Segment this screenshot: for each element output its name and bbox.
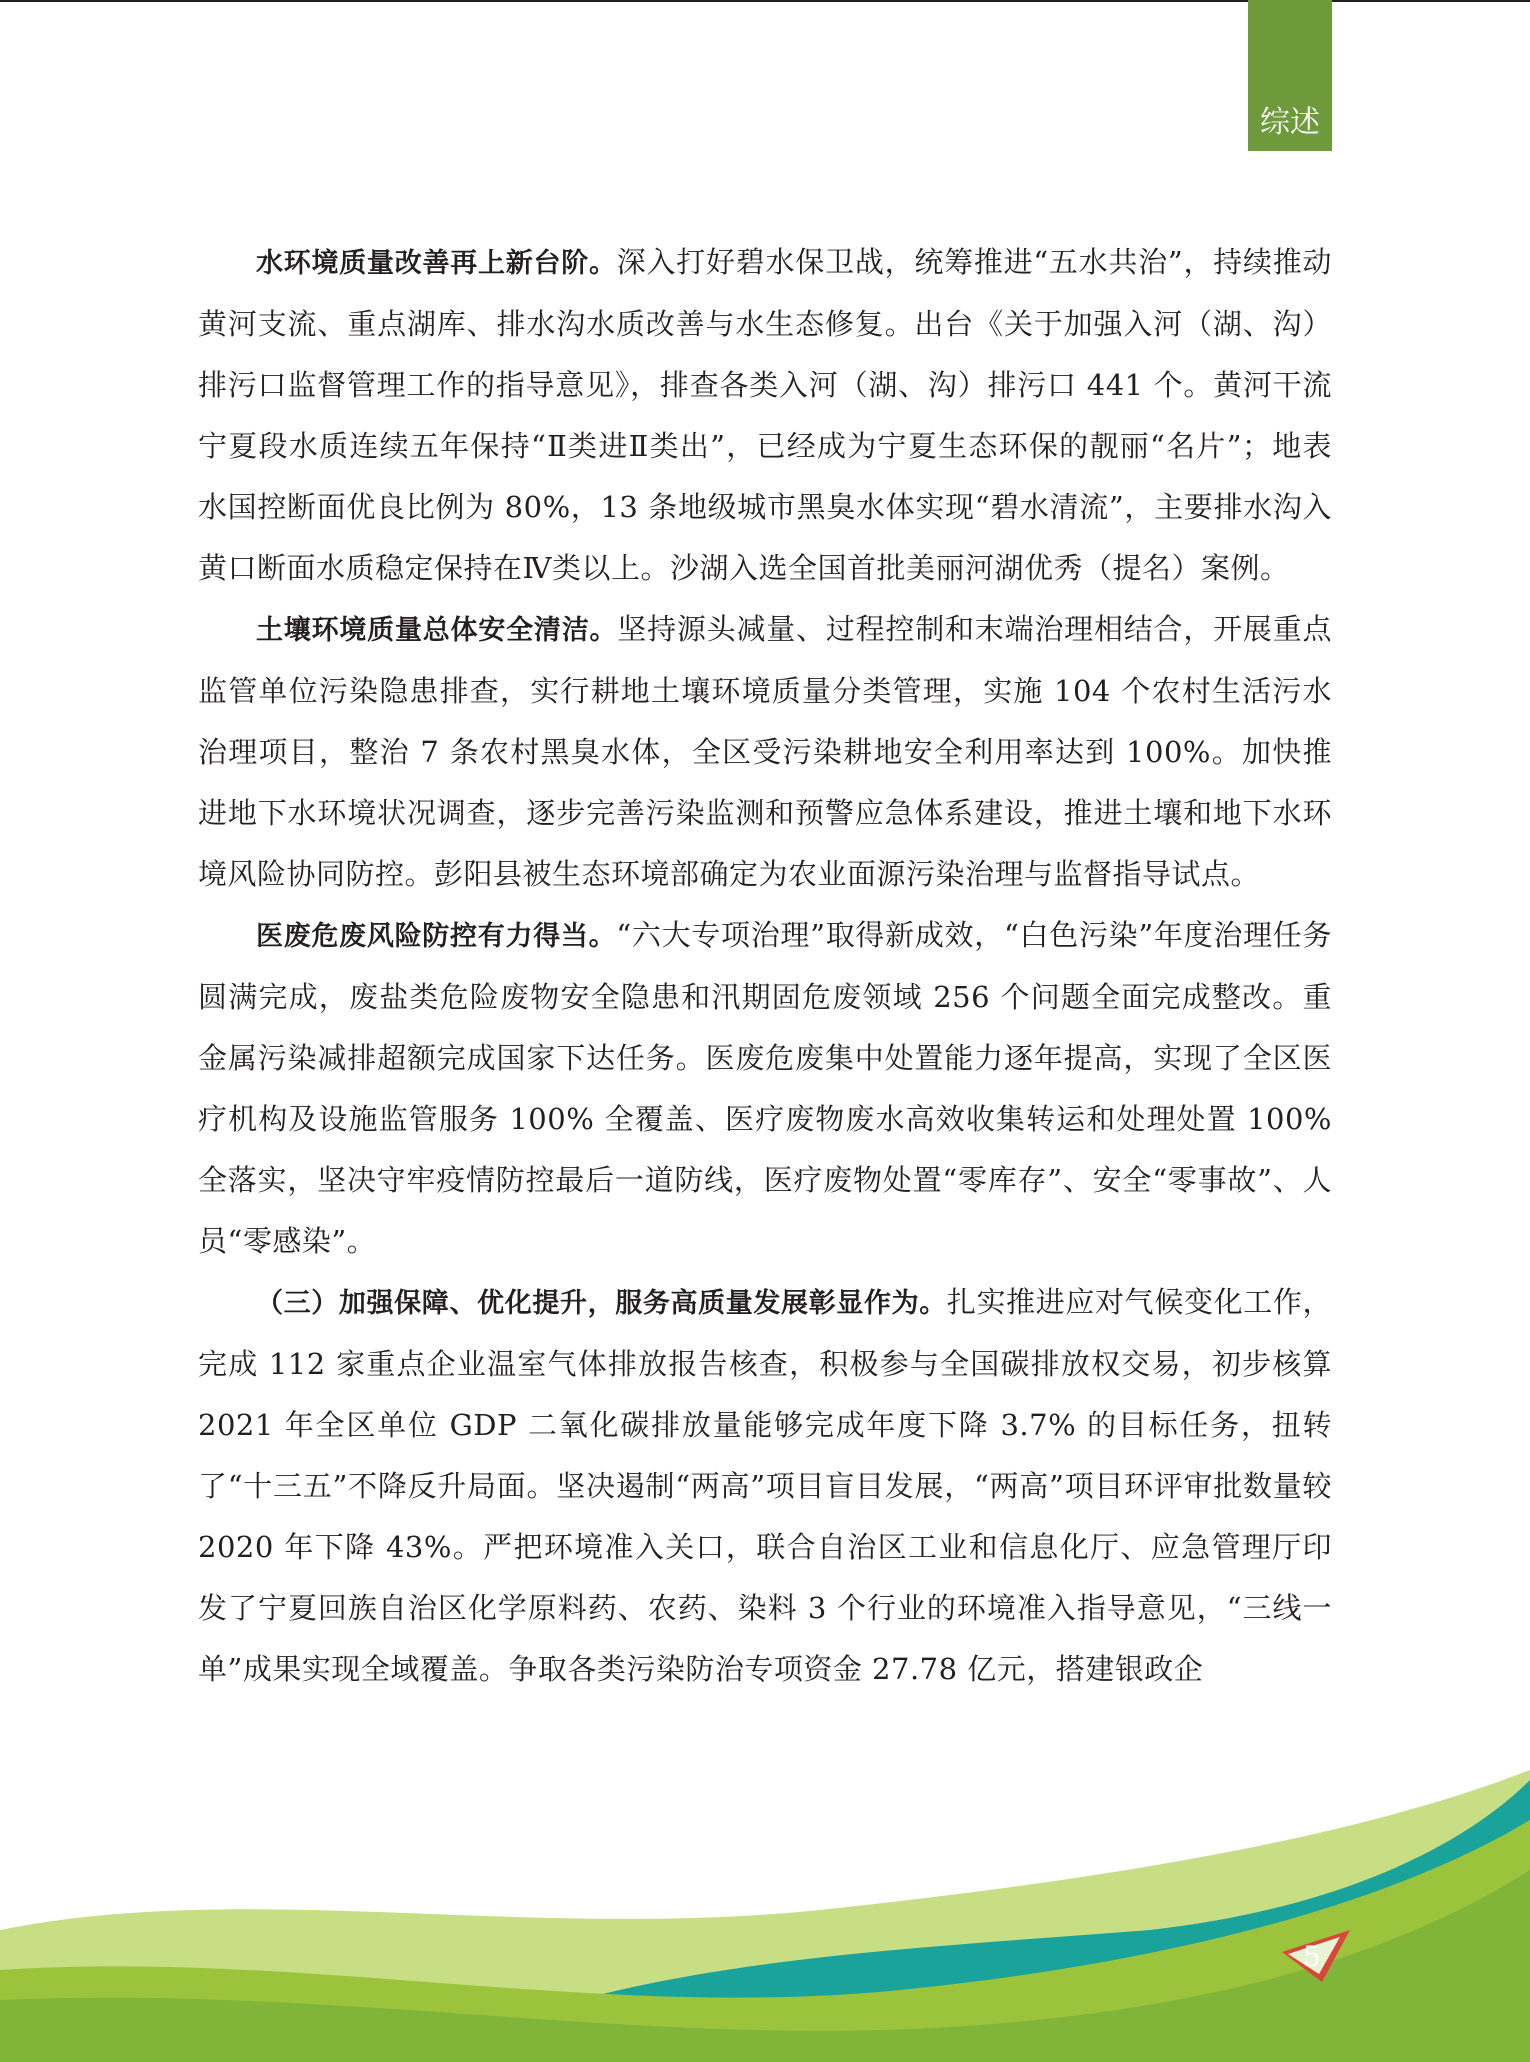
paragraph-text: 扎实推进应对气候变化工作，完成 112 家重点企业温室气体排放报告核查，积极参与全国碳排放权交易，初步核算 2021 年全区单位 GDP 二氧化碳排放量能够完成年度下降 3.7% 的目标任务，扭转了“十三五”不降反升局面。坚决遏制“两高”项目盲目发展，“两高”项目环评审批数量较 2020 年下降 43%。严把环境准入关口，联合自治区工业和信息化厅、应急管理厅印发了宁夏回族自治区化学原料药、农药、染料 3 个行业的环境准入指导意见，“三线一单”成果实现全域覆盖。争取各类污染防治专项资金 27.78 亿元，搭建银政企 xyxy=(198,1285,1332,1686)
paragraph-water xyxy=(198,232,1332,599)
paragraph-support xyxy=(198,1272,1332,1700)
paragraph-text: 坚持源头减量、过程控制和末端治理相结合，开展重点监管单位污染隐患排查，实行耕地土壤环境质量分类管理，实施 104 个农村生活污水治理项目，整治 7 条农村黑臭水体，全区受污染耕地安全利用率达到 100%。加快推进地下水环境状况调查，逐步完善污染监测和预警应急体系建设，推进土壤和地下水环境风险协同防控。彭阳县被生态环境部确定为农业面源污染治理与监督指导试点。 xyxy=(198,612,1332,891)
paragraph-soil xyxy=(198,599,1332,905)
section-label: 综述 xyxy=(1260,105,1320,140)
section-tab xyxy=(1248,0,1332,151)
paragraph-text: “六大专项治理”取得新成效，“白色污染”年度治理任务圆满完成，废盐类危险废物安全隐患和汛期固危废领域 256 个问题全面完成整改。重金属污染减排超额完成国家下达任务。医废危废集中处置能力逐年提高，实现了全区医疗机构及设施监管服务 100% 全覆盖、医疗废物废水高效收集转运和处理处置 100% 全落实，坚决守牢疫情防控最后一道防线，医疗废物处置“零库存”、安全“零事故”、人员“零感染”。 xyxy=(198,918,1333,1258)
paragraph-lead: 水环境质量改善再上新台阶。 xyxy=(256,248,617,279)
paragraph-text: 深入打好碧水保卫战，统筹推进“五水共治”，持续推动黄河支流、重点湖库、排水沟水质改善与水生态修复。出台《关于加强入河（湖、沟）排污口监督管理工作的指导意见》，排查各类入河（湖、沟）排污口 441 个。黄河干流宁夏段水质连续五年保持“Ⅱ类进Ⅱ类出”，已经成为宁夏生态环保的靓丽“名片”；地表水国控断面优良比例为 80%，13 条地级城市黑臭水体实现“碧水清流”，主要排水沟入黄口断面水质稳定保持在Ⅳ类以上。沙湖入选全国首批美丽河湖优秀（提名）案例。 xyxy=(198,245,1333,585)
paragraph-waste xyxy=(198,905,1332,1272)
paragraph-lead: （三）加强保障、优化提升，服务高质量发展彰显作为。 xyxy=(256,1288,947,1319)
page-number: 5 xyxy=(1303,1940,1321,1973)
body-content xyxy=(198,232,1332,1700)
paragraph-lead: 土壤环境质量总体安全清洁。 xyxy=(256,615,618,646)
paragraph-lead: 医废危废风险防控有力得当。 xyxy=(256,921,617,952)
footer-wave-decoration xyxy=(0,1760,1530,2062)
